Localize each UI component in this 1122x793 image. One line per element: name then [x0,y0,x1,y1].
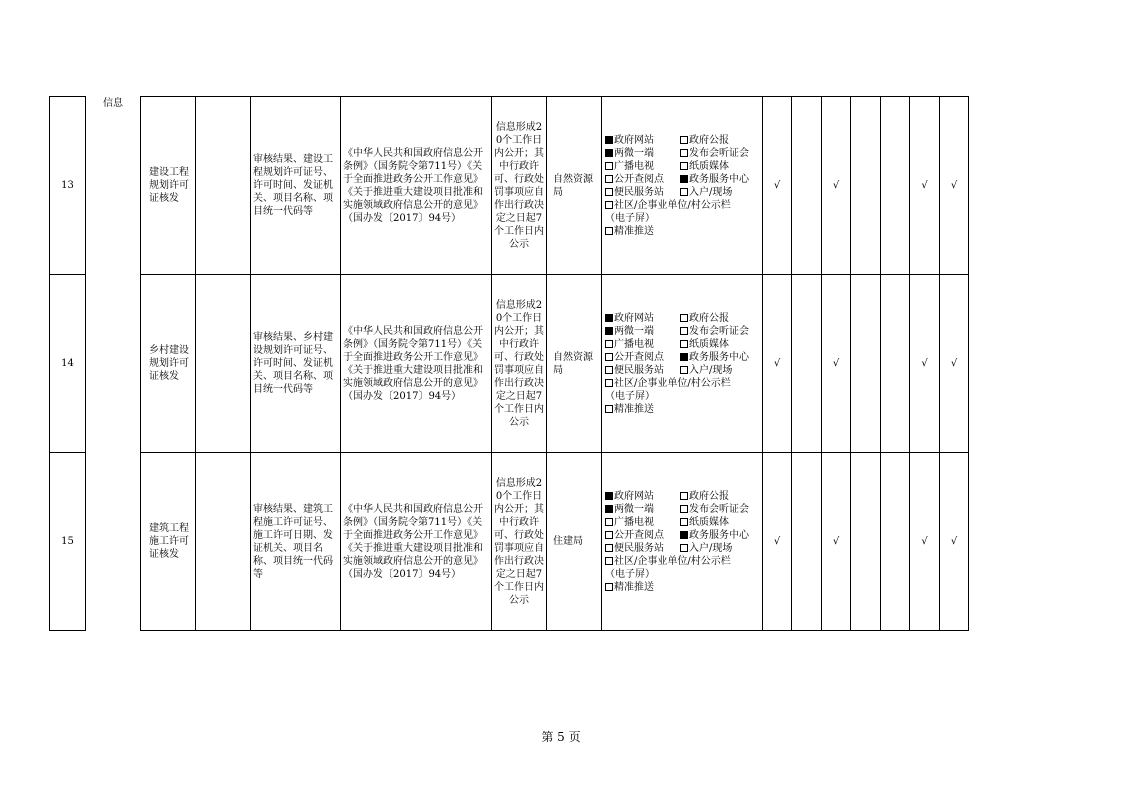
legal-basis: 《中华人民共和国政府信息公开条例》（国务院令第711号）《关于全面推进政务公开工作意见》《关于推进重大建设项目批准和实施领域政府信息公开的意见》（国办发〔2017〕94号） [341,275,492,453]
channel-label: （电子屏） [605,568,655,580]
channel-label: 纸质媒体 [689,516,729,528]
unchecked-box-icon [680,518,688,526]
unchecked-box-icon [680,544,688,552]
checked-box-icon [605,314,613,322]
channel-option-gov-bulletin [680,134,729,147]
channel-label: 政府公报 [689,134,729,146]
checked-box-icon [605,327,613,335]
channel-option-service-station [605,364,680,377]
channel-line [605,390,760,403]
channel-option-service-station [605,186,680,199]
channel-label: 政府公报 [689,312,729,324]
channel-label: 精准推送 [614,581,654,593]
unchecked-box-icon [605,227,613,235]
unchecked-box-icon [680,340,688,348]
channel-label: 入户/现场 [689,186,733,198]
table-row [50,97,969,275]
channel-label: 政府网站 [614,134,654,146]
check-mark: √ [822,275,851,453]
unchecked-box-icon [605,353,613,361]
channel-option-visit [680,542,732,555]
check-mark [881,453,910,631]
checked-box-icon [680,353,688,361]
channel-option-gov-site [605,312,680,325]
channel-option-gov-bulletin [680,490,729,503]
channel-option-reading [605,351,680,364]
channel-line [605,212,760,225]
disclosure-time: 信息形成20个工作日内公开；其中行政许可、行政处罚事项应自作出行政决定之日起7个工作日内公示 [492,453,547,631]
unchecked-box-icon [605,544,613,552]
channel-line [605,312,760,325]
check-mark: √ [910,97,940,275]
unchecked-box-icon [605,366,613,374]
empty-cell [196,97,251,275]
check-mark: √ [940,453,969,631]
unchecked-box-icon [605,531,613,539]
channel-line [605,568,760,581]
empty-cell [196,275,251,453]
channel-label: 公开查阅点 [614,529,664,541]
channel-option-tv [605,160,680,173]
row-number: 14 [50,275,86,453]
channel-label: （电子屏） [605,212,655,224]
channel-option-screen [605,212,655,225]
checked-box-icon [680,175,688,183]
check-mark: √ [822,453,851,631]
item-name: 乡村建设规划许可证核发 [141,275,196,453]
channel-label: 政务服务中心 [689,351,749,363]
unchecked-box-icon [605,583,613,591]
unchecked-box-icon [680,366,688,374]
channel-line [605,351,760,364]
check-mark [881,97,910,275]
channel-label: 便民服务站 [614,186,664,198]
channel-label: 两微一端 [614,147,654,159]
legal-basis: 《中华人民共和国政府信息公开条例》（国务院令第711号）《关于全面推进政务公开工作意见》《关于推进重大建设项目批准和实施领域政府信息公开的意见》（国办发〔2017〕94号） [341,453,492,631]
check-mark: √ [763,453,792,631]
checked-box-icon [605,149,613,157]
channel-label: 纸质媒体 [689,160,729,172]
channel-label: 便民服务站 [614,542,664,554]
channel-line [605,555,760,568]
check-mark [881,275,910,453]
channel-option-push [605,225,654,238]
channel-line [605,147,760,160]
check-mark [851,453,881,631]
check-mark [851,275,881,453]
channel-line [605,403,760,416]
check-mark: √ [910,453,940,631]
channel-option-gov-site [605,490,680,503]
check-mark: √ [822,97,851,275]
channel-option-community [605,199,731,212]
channel-option-two-wei [605,147,680,160]
channel-option-press [680,503,749,516]
check-mark: √ [763,97,792,275]
unchecked-box-icon [605,557,613,565]
unchecked-box-icon [680,314,688,322]
channel-label: 政府网站 [614,312,654,324]
unchecked-box-icon [605,340,613,348]
unchecked-box-icon [605,188,613,196]
disclosure-time: 信息形成20个工作日内公开；其中行政许可、行政处罚事项应自作出行政决定之日起7个工作日内公示 [492,97,547,275]
channel-line [605,377,760,390]
channel-option-paper [680,338,729,351]
unchecked-box-icon [605,518,613,526]
channel-option-tv [605,338,680,351]
channel-option-reading [605,173,680,186]
channel-label: 公开查阅点 [614,351,664,363]
check-mark [851,97,881,275]
channel-line [605,529,760,542]
unchecked-box-icon [680,149,688,157]
category-label: 信息 [86,97,141,631]
channel-line [605,516,760,529]
channel-label: 两微一端 [614,325,654,337]
channel-label: 发布会听证会 [689,147,749,159]
channel-label: 政府网站 [614,490,654,502]
channel-label: 入户/现场 [689,364,733,376]
unchecked-box-icon [605,175,613,183]
channel-option-push [605,581,654,594]
item-name: 建筑工程施工许可证核发 [141,453,196,631]
disclosure-content: 审核结果、乡村建设规划许可证号、许可时间、发证机关、项目名称、项目统一代码等 [251,275,341,453]
channel-option-push [605,403,654,416]
unchecked-box-icon [680,505,688,513]
channel-label: 政务服务中心 [689,173,749,185]
channel-label: 社区/企事业单位/村公示栏 [614,377,731,389]
channel-option-gov-site [605,134,680,147]
channel-label: 政务服务中心 [689,529,749,541]
channel-line [605,225,760,238]
channel-label: 社区/企事业单位/村公示栏 [614,199,731,211]
channel-label: 便民服务站 [614,364,664,376]
checked-box-icon [605,492,613,500]
check-mark [792,97,822,275]
channel-option-service-center [680,351,749,364]
channel-label: （电子屏） [605,390,655,402]
channel-label: 社区/企事业单位/村公示栏 [614,555,731,567]
unchecked-box-icon [680,136,688,144]
unchecked-box-icon [680,492,688,500]
channel-line [605,160,760,173]
check-mark: √ [910,275,940,453]
channel-label: 两微一端 [614,503,654,515]
channel-label: 精准推送 [614,225,654,237]
channel-option-two-wei [605,325,680,338]
legal-basis: 《中华人民共和国政府信息公开条例》（国务院令第711号）《关于全面推进政务公开工作意见》《关于推进重大建设项目批准和实施领域政府信息公开的意见》（国办发〔2017〕94号） [341,97,492,275]
channel-line [605,173,760,186]
checked-box-icon [680,531,688,539]
unchecked-box-icon [680,188,688,196]
row-number: 15 [50,453,86,631]
table-row [50,275,969,453]
channel-option-community [605,555,731,568]
channel-label: 广播电视 [614,338,654,350]
channel-label: 入户/现场 [689,542,733,554]
check-mark: √ [763,275,792,453]
channel-option-service-center [680,529,749,542]
channel-label: 公开查阅点 [614,173,664,185]
responsible-department: 住建局 [547,453,602,631]
unchecked-box-icon [605,201,613,209]
channel-line [605,581,760,594]
channel-option-service-center [680,173,749,186]
channel-line [605,364,760,377]
disclosure-content: 审核结果、建设工程规划许可证号、许可时间、发证机关、项目名称、项目统一代码等 [251,97,341,275]
check-mark [792,275,822,453]
responsible-department: 自然资源局 [547,275,602,453]
unchecked-box-icon [605,379,613,387]
channel-option-screen [605,568,655,581]
checked-box-icon [605,505,613,513]
channel-label: 纸质媒体 [689,338,729,350]
disclosure-channels [602,453,763,631]
channel-label: 广播电视 [614,516,654,528]
disclosure-content: 审核结果、建筑工程施工许可证号、施工许可日期、发证机关、项目名称、项目统一代码等 [251,453,341,631]
channel-label: 发布会听证会 [689,325,749,337]
channel-option-press [680,147,749,160]
disclosure-channels [602,97,763,275]
unchecked-box-icon [605,162,613,170]
table-row [50,453,969,631]
disclosure-table [49,96,969,631]
channel-option-reading [605,529,680,542]
channel-option-community [605,377,731,390]
item-name: 建设工程规划许可证核发 [141,97,196,275]
row-number: 13 [50,97,86,275]
page-number: 第 5 页 [541,730,581,744]
channel-line [605,490,760,503]
channel-option-gov-bulletin [680,312,729,325]
channel-option-service-station [605,542,680,555]
channel-line [605,542,760,555]
channel-label: 发布会听证会 [689,503,749,515]
channel-label: 政府公报 [689,490,729,502]
channel-line [605,325,760,338]
channel-option-paper [680,516,729,529]
channel-option-visit [680,364,732,377]
channel-option-press [680,325,749,338]
unchecked-box-icon [605,405,613,413]
channel-option-tv [605,516,680,529]
channel-option-screen [605,390,655,403]
check-mark [792,453,822,631]
channel-option-visit [680,186,732,199]
channel-label: 广播电视 [614,160,654,172]
channel-option-paper [680,160,729,173]
unchecked-box-icon [680,162,688,170]
channel-line [605,338,760,351]
channel-label: 精准推送 [614,403,654,415]
channel-line [605,503,760,516]
disclosure-time: 信息形成20个工作日内公开；其中行政许可、行政处罚事项应自作出行政决定之日起7个工作日内公示 [492,275,547,453]
responsible-department: 自然资源局 [547,97,602,275]
check-mark: √ [940,275,969,453]
channel-line [605,134,760,147]
channel-option-two-wei [605,503,680,516]
channel-line [605,199,760,212]
checked-box-icon [605,136,613,144]
channel-line [605,186,760,199]
empty-cell [196,453,251,631]
unchecked-box-icon [680,327,688,335]
check-mark: √ [940,97,969,275]
disclosure-channels [602,275,763,453]
